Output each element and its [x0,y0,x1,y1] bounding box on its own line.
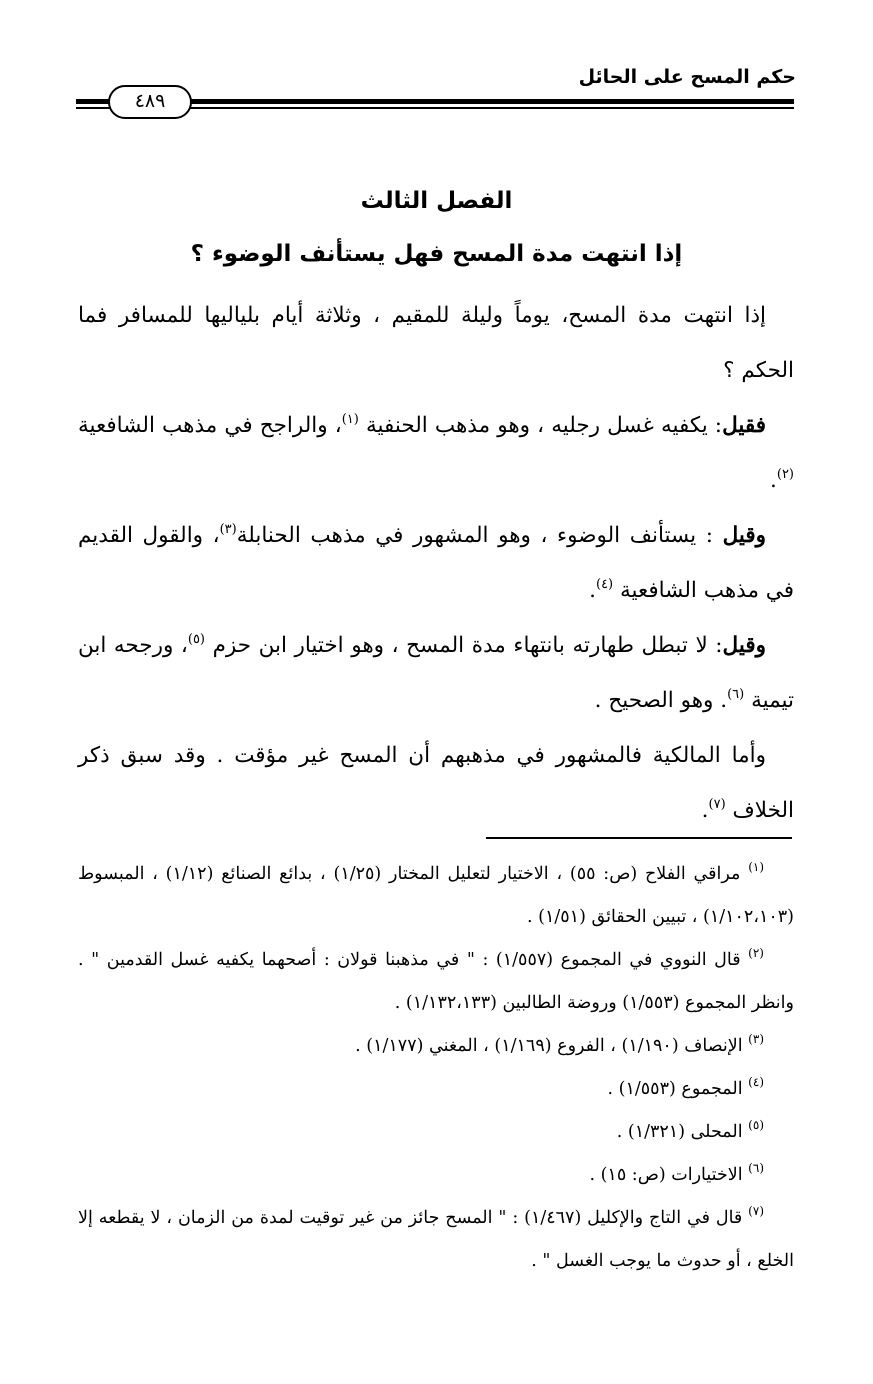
chapter-question: إذا انتهت مدة المسح فهل يستأنف الوضوء ؟ [190,241,683,267]
footnote-text: الإنصاف (١/١٩٠) ، الفروع (١/١٦٩) ، المغني (١/١٧٧) . [355,1036,743,1056]
footnote-number: (٣) [748,1032,764,1046]
footnote-ref[interactable]: (١) [341,412,359,427]
intro-paragraph [78,288,794,398]
intro-text: إذا انتهت مدة المسح، يوماً وليلة للمقيم ، وثلاثة أيام بلياليها للمسافر فما الحكم ؟ [78,303,794,383]
opinion-lead: فقيل [722,413,766,438]
footnote-ref[interactable]: (٥) [187,632,205,647]
running-title: حكم المسح على الحائل [578,66,796,88]
footnote-text: قال النووي في المجموع (١/٥٥٧) : " في مذهبنا قولان : أصحهما يكفيه غسل القدمين " . وانظر المجموع (١/٥٥٣) وروضة الطالبين (١/١٣٢،١٣٣) . [78,950,794,1013]
chapter-title: الفصل الثالث [360,188,513,214]
footnote-text: قال في التاج والإكليل (١/٤٦٧) : " المسح جائز من غير توقيت لمدة من الزمان ، لا يقطعه إلا الخلع ، أو حدوث ما يوجب الغسل " . [78,1208,794,1271]
opinion-text: : يكفيه غسل رجليه ، وهو مذهب الحنفية [358,413,723,438]
footnote-ref[interactable]: (٧) [708,797,726,812]
opinion-text: . [770,468,777,493]
footnote-ref[interactable]: (٣) [219,522,237,537]
opinion-text: ، والراجح في مذهب الشافعية [78,413,342,438]
footnote-text: المجموع (١/٥٥٣) . [607,1079,743,1099]
footnote-separator [486,837,792,839]
footnote-text: مراقي الفلاح (ص: ٥٥) ، الاختيار لتعليل المختار (١/٢٥) ، بدائع الصنائع (١/١٢) ، المبسوط (١/١٠٢،١٠٣) ، تبيين الحقائق (١/٥١) . [78,864,794,927]
footnote-ref[interactable]: (٤) [595,577,614,592]
opinion-text: : لا تبطل طهارته بانتهاء مدة المسح ، وهو اختيار ابن حزم [205,633,723,658]
opinion-2-paragraph [78,508,794,618]
footnote-number: (٢) [748,946,764,960]
footnote-2 [78,939,794,1025]
footnote-3 [78,1025,794,1068]
opinion-text: . وهو الصحيح . [594,688,728,713]
footnote-7 [78,1197,794,1283]
footnote-number: (٤) [748,1075,764,1089]
footnote-4 [78,1068,794,1111]
footnote-1 [78,853,794,939]
maliki-paragraph [78,728,794,838]
footnote-number: (٧) [748,1204,764,1218]
opinion-text: : يستأنف الوضوء ، وهو المشهور في مذهب الحنابلة [236,523,723,548]
footnote-text: الاختيارات (ص: ١٥) . [589,1165,743,1185]
footnote-6 [78,1154,794,1197]
opinion-text: ، ورجحه ابن تيمية [78,633,794,713]
opinion-lead: وقيل [722,523,766,548]
footnote-number: (٥) [748,1118,764,1132]
footnote-number: (١) [748,860,765,874]
body-text [78,288,794,838]
footnote-ref[interactable]: (٢) [776,467,794,482]
footnote-number: (٦) [748,1161,764,1175]
opinion-text: . [589,578,596,603]
opinion-lead: وقيل [722,633,766,658]
opinion-text: ، والقول القديم في مذهب الشافعية [78,523,794,603]
maliki-text: . [701,798,709,823]
maliki-text: وأما المالكية فالمشهور في مذهبهم أن المسح غير مؤقت . وقد سبق ذكر الخلاف [78,743,794,823]
footnotes [78,853,794,1283]
footnote-text: المحلى (١/٣٢١) . [616,1122,743,1142]
footnote-ref[interactable]: (٦) [727,687,745,702]
opinion-1-paragraph [78,398,794,508]
page-number: ٤٨٩ [108,85,192,119]
footnote-5 [78,1111,794,1154]
opinion-3-paragraph [78,618,794,728]
